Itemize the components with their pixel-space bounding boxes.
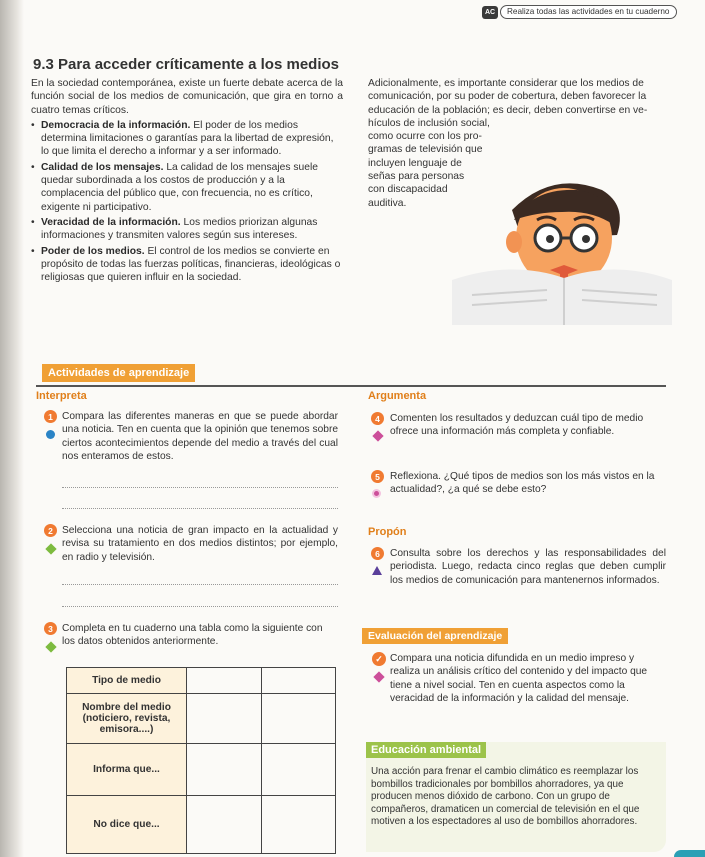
item-4-number: 4 — [371, 412, 384, 425]
table-row — [67, 744, 336, 796]
evaluation-header — [362, 626, 508, 644]
activities-header — [36, 364, 666, 386]
table-cell — [261, 796, 336, 854]
answer-line — [62, 487, 338, 488]
triangle-icon — [372, 566, 382, 575]
item-5-text: Reflexiona. ¿Qué tipos de medios son los más vistos en la actualidad?, ¿a qué se debe esto? — [390, 471, 655, 496]
spine-credit — [4, 745, 12, 855]
environmental-education-label: Educación ambiental — [366, 742, 486, 758]
right-line-6: incluyen lenguaje de — [368, 157, 462, 169]
argumenta-title: Argumenta — [368, 390, 427, 402]
page-corner-tab — [674, 850, 705, 857]
checkmark-icon: ✓ — [372, 652, 386, 666]
answer-line — [62, 584, 338, 585]
newspaper-reader-illustration — [452, 150, 672, 325]
table-cell — [187, 796, 262, 854]
left-column — [31, 77, 343, 284]
evaluation-text: Compara una noticia difundida en un medio impreso y realiza un análisis crítico del contenido y del impacto que tiene a nivel social. Ten en cuenta aspectos como la veracidad de la información y la calidad del mensaje. — [390, 653, 648, 704]
item-6-text: Consulta sobre los derechos y las responsabilidades del periodista. Luego, redacta cinco reglas que deben cumplir los medios de comunicación para mantenernos informados. — [390, 548, 666, 586]
evaluation-header-label: Evaluación del aprendizaje — [362, 628, 508, 644]
environmental-education-text: Una acción para frenar el cambio climático es reemplazar los bombillos tradicionales por bombillos ahorradores, ya que producen menos dióxido de carbono. Con un grupo de compañeros, dramaticen un comercial de televisión en el que motiven a los espectadores al uso de bombillos ahorradores. — [371, 766, 640, 828]
right-line-2: educación de la población; es decir, deben convertirse en ve- — [368, 104, 648, 116]
right-line-5: gramas de televisión que — [368, 144, 483, 156]
comparison-table — [66, 667, 336, 854]
intro-paragraph: En la sociedad contemporánea, existe un fuerte debate acerca de la función social de los medios de comunicación, que gira en torno a cuatro temas críticos. — [31, 78, 343, 116]
interpreta-title: Interpreta — [36, 390, 87, 402]
diamond-icon — [45, 543, 56, 554]
bullet-poder: • Poder de los medios. El control de los medios se convierte en propósito de todas las fuerzas políticas, financieras, ideológicas o religiosas que quieren influir en la sociedad. — [31, 245, 343, 285]
table-cell — [187, 744, 262, 796]
table-row-header: Nombre del medio (noticiero, revista, emisora....) — [67, 694, 187, 744]
right-line-9: auditiva. — [368, 197, 407, 209]
notebook-instruction-text: Realiza todas las actividades en tu cuaderno — [500, 5, 677, 19]
notebook-instruction-badge — [482, 4, 677, 20]
right-line-0: Adicionalmente, es importante considerar que los medios de — [368, 78, 644, 89]
table-cell — [261, 744, 336, 796]
item-5-number: 5 — [371, 470, 384, 483]
section-title: 9.3 Para acceder críticamente a los medios — [33, 56, 339, 73]
table-cell — [187, 694, 262, 744]
right-line-4: como ocurre con los pro- — [368, 131, 482, 143]
item-1-text: Compara las diferentes maneras en que se puede abordar una noticia. Ten en cuenta que la opinión que tenemos sobre ciertos acontecimientos depende del medio a través del cual nos enteramos de estos. — [62, 411, 338, 462]
answer-line — [62, 606, 338, 607]
circle-icon — [46, 430, 55, 439]
table-cell — [261, 694, 336, 744]
diamond-icon — [45, 641, 56, 652]
page-binding — [0, 0, 24, 857]
table-row — [67, 668, 336, 694]
right-line-7: señas para personas — [368, 171, 465, 183]
bullet-veracidad: • Veracidad de la información. Los medios priorizan algunas informaciones y transmiten valores según sus intereses. — [31, 216, 343, 243]
diamond-icon — [372, 430, 383, 441]
diamond-icon — [373, 671, 384, 682]
item-4-text: Comenten los resultados y deduzcan cuál tipo de medio ofrece una información más completa y confiable. — [390, 413, 644, 438]
table-row-header: Tipo de medio — [67, 668, 187, 694]
table-row — [67, 694, 336, 744]
environmental-education-box — [366, 742, 666, 852]
activities-header-rule — [36, 385, 666, 387]
table-row-header: No dice que... — [67, 796, 187, 854]
table-row-header: Informa que... — [67, 744, 187, 796]
item-3-text: Completa en tu cuaderno una tabla como la siguiente con los datos obtenidos anteriormente. — [62, 623, 323, 648]
notebook-icon: AC — [482, 6, 498, 19]
circle-icon — [372, 489, 381, 498]
bullet-calidad: • Calidad de los mensajes. La calidad de los mensajes suele quedar subordinada a los costos de producción y a la complacencia del público que, con frecuencia, no es crítico, exigente ni participativo. — [31, 161, 343, 214]
answer-line — [62, 508, 338, 509]
item-1-number: 1 — [44, 410, 57, 423]
item-6-number: 6 — [371, 547, 384, 560]
bullet-democracia: • Democracia de la información. El poder de los medios determina limitaciones o garantías para la libertad de expresión, lo que limita el derecho a informar y a ser informado. — [31, 119, 343, 159]
right-line-8: con discapacidad — [368, 184, 448, 196]
item-2-number: 2 — [44, 524, 57, 537]
propon-title: Propón — [368, 526, 407, 538]
item-3-number: 3 — [44, 622, 57, 635]
table-cell — [261, 668, 336, 694]
activities-header-label: Actividades de aprendizaje — [42, 364, 195, 382]
table-cell — [187, 668, 262, 694]
table-row — [67, 796, 336, 854]
right-line-3: hículos de inclusión social, — [368, 117, 490, 129]
right-line-1: comunicación, por su poder de cobertura, deben favorecer la — [368, 91, 647, 103]
item-2-text: Selecciona una noticia de gran impacto en la actualidad y revisa su tratamiento en dos medios distintos; por ejemplo, en radio y televisión. — [62, 525, 338, 563]
